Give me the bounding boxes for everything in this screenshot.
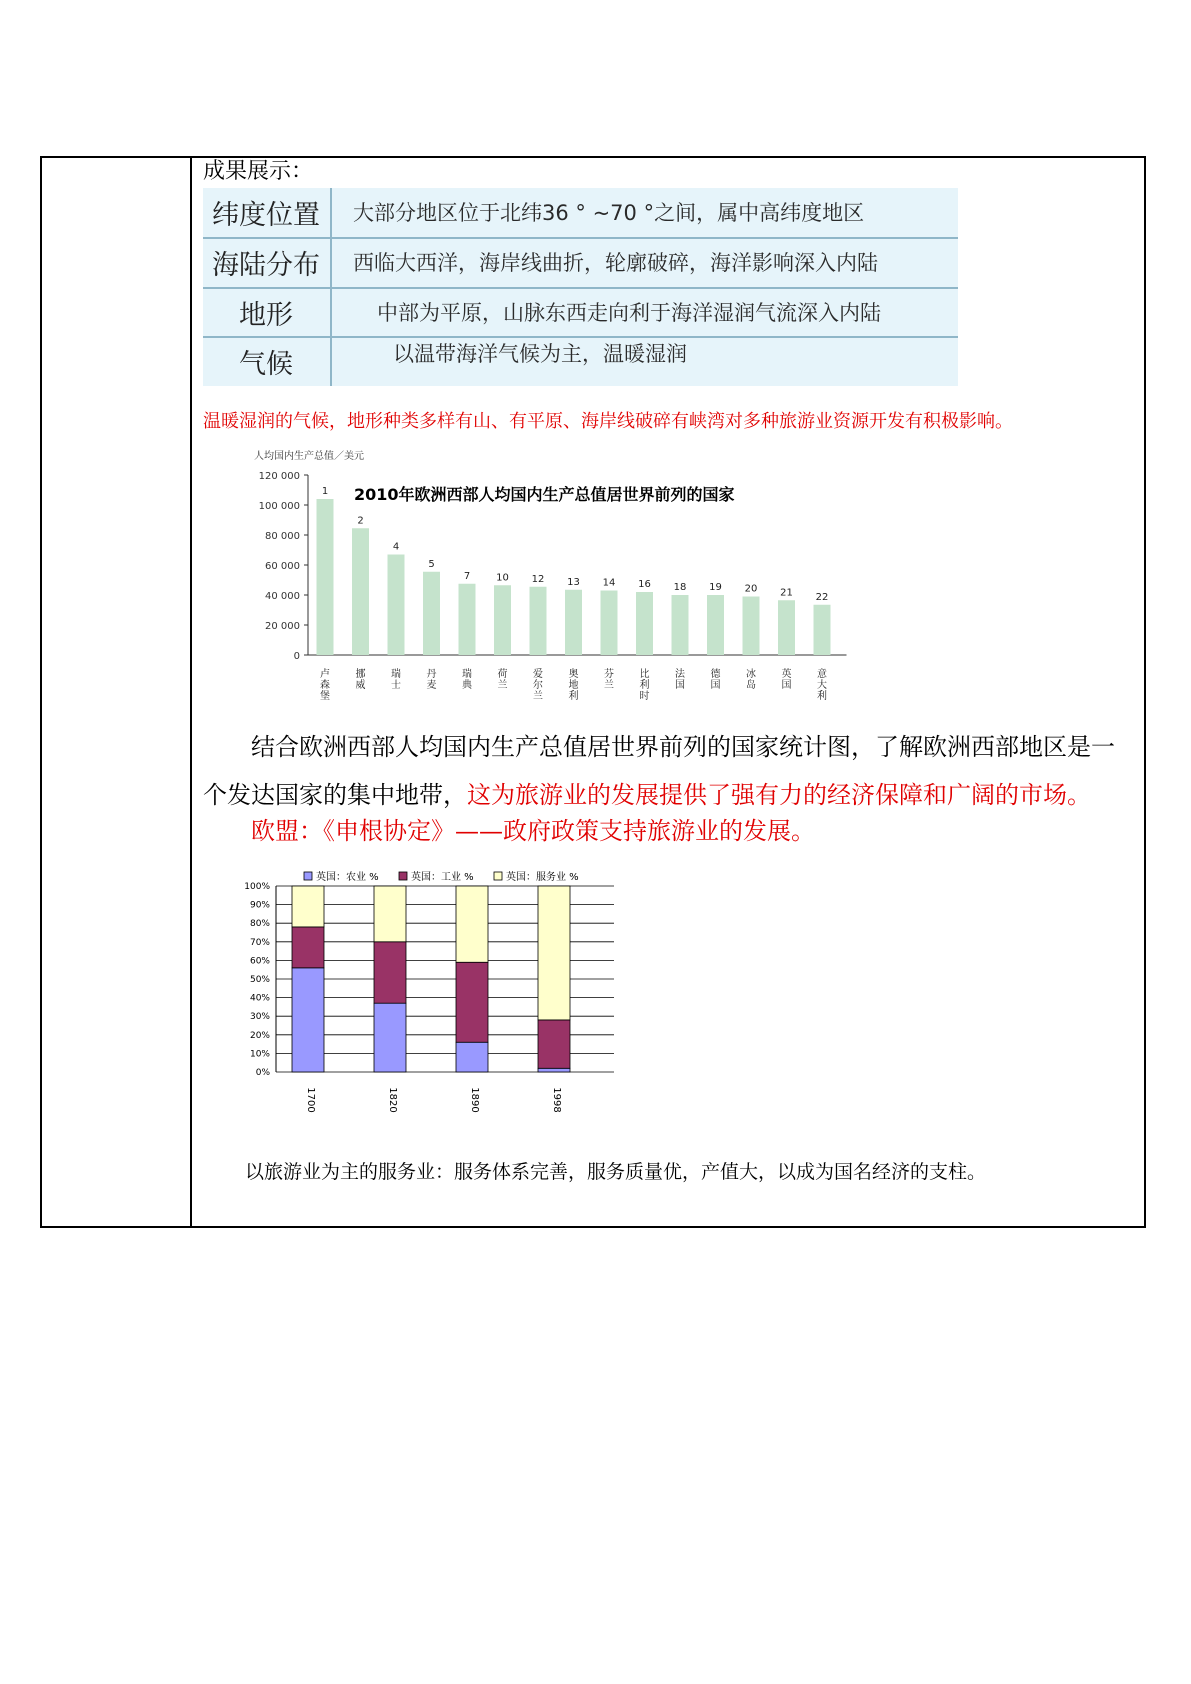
stack-segment	[538, 1068, 570, 1072]
country-label-char: 利	[639, 680, 650, 691]
y-tick-label: 80 000	[265, 531, 300, 542]
gdp-bar	[814, 605, 831, 655]
stack-segment	[456, 962, 488, 1042]
legend-swatch	[399, 872, 407, 880]
country-label-char: 英	[781, 669, 792, 680]
summary-value: 大部分地区位于北纬36 ° ~70 °之间，属中高纬度地区	[353, 201, 865, 225]
country-label-char: 冰	[746, 669, 756, 680]
gdp-bar	[778, 600, 795, 655]
country-label-char: 兰	[604, 680, 614, 691]
rank-label: 10	[496, 572, 509, 584]
stack-segment	[538, 1020, 570, 1068]
y-tick-label: 50%	[249, 975, 270, 985]
country-label-char: 地	[568, 680, 579, 691]
summary-row-latitude	[203, 188, 958, 237]
y-tick-label: 70%	[249, 937, 270, 948]
y-tick-label: 0%	[255, 1068, 270, 1078]
country-label-char: 大	[817, 680, 827, 691]
rank-label: 19	[709, 582, 722, 593]
country-label-char: 荷	[497, 669, 508, 680]
y-tick-label: 100 000	[258, 501, 300, 512]
country-label-char: 瑞	[391, 669, 401, 680]
rank-label: 20	[744, 583, 758, 595]
year-label: 1890	[469, 1087, 480, 1113]
gdp-bar	[672, 595, 689, 655]
summary-row-climate	[203, 337, 958, 386]
country-label-char: 瑞	[462, 669, 472, 680]
country-label-char: 国	[675, 680, 685, 691]
gdp-bar	[565, 590, 582, 655]
economy-paragraph	[203, 723, 1138, 819]
stack-segment	[456, 1042, 488, 1072]
country-label-char: 芬	[604, 669, 614, 680]
stack-segment	[292, 886, 324, 927]
summary-label: 海陆分布	[212, 250, 320, 281]
y-tick-label: 0	[293, 651, 300, 662]
y-tick-label: 30%	[249, 1012, 270, 1023]
gdp-bar	[459, 584, 476, 655]
country-label-char: 时	[639, 691, 650, 702]
country-label-char: 意	[817, 669, 827, 680]
country-label-char: 兰	[497, 680, 508, 691]
rank-label: 7	[463, 570, 471, 582]
stack-segment	[374, 886, 406, 942]
economy-paragraph-black: 结合欧洲西部人均国内生产总值居世界前列的国家统计图，了解欧洲西部地区是一个发达国家的集中地带，	[203, 733, 1115, 809]
summary-value: 以温带海洋气候为主，温暖湿润	[393, 342, 687, 366]
chart-title: 2010年欧洲西部人均国内生产总值居世界前列的国家	[354, 485, 735, 504]
gdp-bar	[317, 499, 334, 655]
country-label-char: 爱	[533, 669, 543, 680]
country-label-char: 威	[355, 680, 366, 691]
y-tick-label: 40%	[249, 993, 270, 1004]
stack-segment	[374, 1003, 406, 1072]
y-tick-label: 60 000	[265, 561, 300, 572]
country-label-char: 国	[781, 680, 792, 691]
country-label-char: 岛	[746, 680, 756, 691]
gdp-bar	[494, 585, 511, 655]
legend-label: 英国：服务业 %	[506, 872, 579, 883]
gdp-bar	[601, 591, 618, 656]
climate-terrain-note: 温暖湿润的气候，地形种类多样有山、有平原、海岸线破碎有峡湾对多种旅游业资源开发有积极影响。	[203, 411, 1013, 432]
rank-label: 21	[780, 587, 793, 599]
gdp-bar	[636, 592, 653, 655]
summary-row-terrain	[203, 288, 958, 337]
country-label-char: 奥	[568, 669, 579, 680]
rank-label: 14	[602, 577, 616, 589]
country-label-char: 比	[639, 669, 650, 680]
country-label-char: 法	[675, 669, 685, 680]
table-column-divider	[190, 156, 192, 1228]
y-tick-label: 60%	[249, 956, 270, 967]
country-label-char: 丹	[426, 669, 437, 680]
rank-label: 5	[428, 558, 435, 570]
country-label-char: 兰	[533, 691, 543, 702]
rank-label: 22	[815, 591, 829, 603]
y-tick-label: 20%	[249, 1030, 270, 1041]
country-label-char: 挪	[355, 669, 366, 680]
legend-swatch	[304, 872, 312, 880]
year-label: 1998	[551, 1087, 562, 1113]
y-tick-label: 120 000	[258, 471, 300, 482]
gdp-bar-chart	[250, 448, 850, 716]
country-label-char: 堡	[320, 691, 330, 702]
summary-value: 中部为平原，山脉东西走向利于海洋湿润气流深入内陆	[377, 301, 881, 325]
country-label-char: 森	[320, 680, 330, 691]
rank-label: 16	[638, 579, 651, 590]
y-tick-label: 80%	[249, 919, 270, 930]
legend-label: 英国：工业 %	[411, 872, 474, 883]
summary-label: 气候	[239, 349, 293, 380]
summary-label: 纬度位置	[212, 200, 320, 231]
stack-segment	[538, 886, 570, 1020]
rank-label: 13	[567, 576, 580, 588]
y-tick-label: 100%	[244, 882, 270, 892]
rank-label: 1	[321, 486, 329, 497]
year-label: 1700	[305, 1087, 316, 1113]
country-label-char: 利	[817, 691, 827, 702]
country-label-char: 国	[710, 680, 721, 691]
rank-label: 18	[673, 582, 687, 593]
summary-label: 地形	[239, 300, 293, 331]
country-label-char: 卢	[320, 669, 330, 680]
y-tick-label: 90%	[249, 900, 270, 911]
gdp-bar	[423, 572, 440, 655]
uk-sector-stacked-chart	[240, 870, 630, 1120]
y-tick-label: 10%	[249, 1049, 270, 1060]
country-label-char: 尔	[533, 680, 543, 691]
stack-segment	[374, 942, 406, 1003]
stack-segment	[292, 927, 324, 968]
rank-label: 12	[531, 573, 545, 585]
geography-summary-table	[203, 188, 958, 386]
rank-label: 4	[392, 541, 400, 553]
legend-label: 英国：农业 %	[316, 872, 379, 883]
gdp-bar	[388, 555, 405, 656]
country-label-char: 麦	[426, 680, 437, 691]
schengen-paragraph: 欧盟：《申根协定》——政府政策支持旅游业的发展。	[251, 817, 815, 845]
economy-paragraph-red: 这为旅游业的发展提供了强有力的经济保障和广阔的市场。	[467, 781, 1091, 809]
gdp-bar	[352, 528, 369, 655]
stack-segment	[456, 886, 488, 962]
section-heading: 成果展示：	[203, 159, 314, 184]
summary-value: 西临大西洋，海岸线曲折，轮廓破碎，海洋影响深入内陆	[353, 251, 878, 275]
country-label-char: 典	[462, 680, 472, 691]
legend-swatch	[494, 872, 502, 880]
country-label-char: 士	[391, 680, 401, 691]
service-industry-paragraph: 以旅游业为主的服务业：服务体系完善，服务质量优，产值大，以成为国名经济的支柱。	[245, 1161, 987, 1183]
stack-segment	[292, 968, 324, 1072]
gdp-bar	[743, 597, 760, 656]
country-label-char: 利	[568, 691, 579, 702]
year-label: 1820	[387, 1087, 398, 1113]
country-label-char: 德	[710, 669, 721, 680]
y-axis-label: 人均国内生产总值／美元	[254, 451, 364, 462]
gdp-bar	[707, 595, 724, 655]
summary-row-land-sea	[203, 238, 958, 287]
y-tick-label: 40 000	[265, 591, 300, 602]
y-tick-label: 20 000	[265, 621, 300, 632]
rank-label: 2	[357, 515, 364, 527]
gdp-bar	[530, 587, 547, 655]
